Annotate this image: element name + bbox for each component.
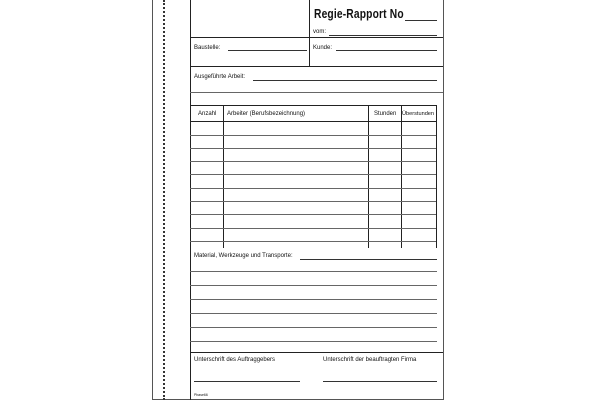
kunde-field[interactable]: [336, 50, 437, 51]
table-row[interactable]: [190, 135, 436, 136]
material-line[interactable]: [190, 271, 437, 272]
material-line[interactable]: [190, 341, 437, 342]
material-line[interactable]: [190, 299, 437, 300]
material-line[interactable]: [190, 313, 437, 314]
baustelle-label: Baustelle:: [194, 45, 221, 51]
table-header-line: [190, 121, 436, 122]
table-row[interactable]: [190, 188, 436, 189]
form-title: Regie-Rapport No: [314, 7, 404, 21]
table-top-border: [190, 105, 437, 106]
header-divider: [309, 0, 310, 66]
table-col-divider: [368, 105, 369, 248]
report-number-field[interactable]: [405, 20, 437, 21]
table-row[interactable]: [190, 161, 436, 162]
table-row[interactable]: [190, 228, 436, 229]
client-signature-field[interactable]: [194, 381, 300, 382]
material-line[interactable]: [190, 285, 437, 286]
binding-margin-line: [190, 0, 191, 400]
table-row[interactable]: [190, 214, 436, 215]
work-field-line-2[interactable]: [190, 92, 443, 93]
material-field-line[interactable]: [300, 259, 437, 260]
table-row[interactable]: [190, 174, 436, 175]
table-row[interactable]: [190, 201, 436, 202]
column-header: Anzahl: [198, 111, 217, 117]
material-label: Material, Werkzeuge und Transporte:: [194, 253, 293, 259]
work-field-line-1[interactable]: [253, 80, 437, 81]
client-signature-label: Unterschrift des Auftraggebers: [194, 357, 276, 363]
perforation-line: [163, 0, 165, 400]
date-field[interactable]: [329, 35, 437, 36]
table-col-divider: [401, 105, 402, 248]
column-header: Stunden: [374, 111, 397, 117]
baustelle-field[interactable]: [228, 50, 307, 51]
material-line[interactable]: [190, 327, 437, 328]
table-row[interactable]: [190, 241, 436, 242]
header-separator: [190, 37, 443, 38]
column-header: Arbeiter (Berufsbezeichnung): [227, 111, 306, 117]
firm-signature-field[interactable]: [323, 381, 437, 382]
work-label: Ausgeführte Arbeit:: [194, 74, 246, 80]
column-header: Überstunden: [402, 111, 435, 117]
firm-signature-label: Unterschrift der beauftragten Firma: [323, 357, 417, 363]
table-right-border: [436, 105, 437, 248]
table-col-divider: [223, 105, 224, 248]
kunde-label: Kunde:: [313, 45, 333, 51]
form-code: Pbase66: [194, 393, 208, 397]
table-row[interactable]: [190, 148, 436, 149]
date-label: vom:: [313, 29, 327, 35]
site-separator: [190, 66, 443, 67]
signature-separator: [190, 352, 443, 353]
